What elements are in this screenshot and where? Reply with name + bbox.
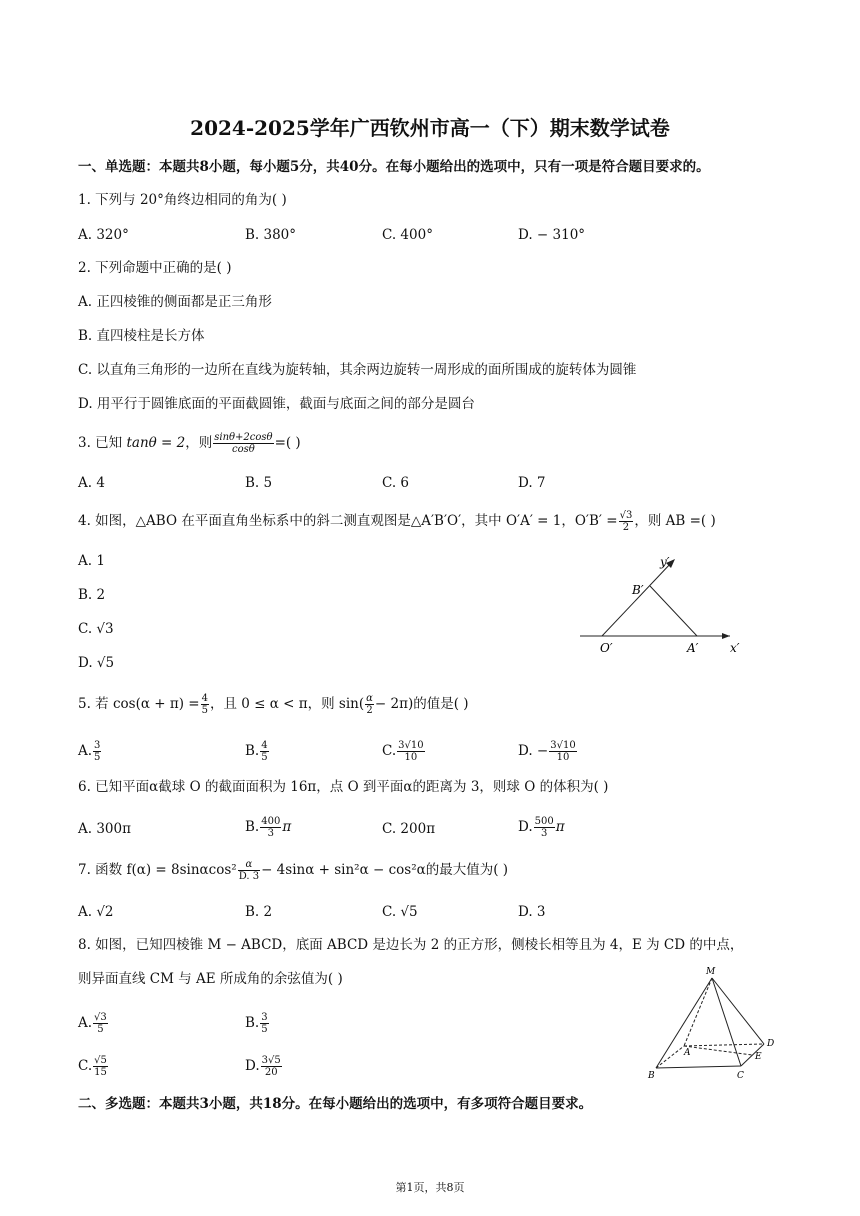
q8-label-b: B [648,1071,655,1081]
q8-d-label: D. [245,1058,260,1074]
q8-option-a [78,1012,109,1035]
q4-option-d: D. √5 [78,655,115,671]
q8-d-num: 3√5 [261,1055,281,1066]
q8-stem-line2: 则异面直线 CM 与 AE 所成角的余弦值为( ) [78,971,343,987]
q8-label-d: D [767,1039,775,1049]
q4-option-a: A. 1 [78,553,105,569]
q8-c-frac [93,1055,108,1078]
q5-option-c [382,740,426,763]
q6-option-c: C. 200π [382,821,436,837]
q5-frac-1-den: 5 [201,705,208,716]
q7-frac-num: α [238,859,260,871]
q8-a-label: A. [78,1015,93,1031]
q6-d-den: 3 [541,828,548,839]
q3-fraction [213,432,273,455]
q7-option-d: D. 3 [518,904,546,920]
q6-b-den: 3 [267,828,274,839]
q2-stem: 2. 下列命题中正确的是( ) [78,260,232,276]
q7-s2: − 4sinα + sin²α − cos²α的最大值为( ) [261,862,509,878]
q8-stem-line1: 8. 如图，已知四棱锥 M − ABCD，底面 ABCD 是边长为 2 的正方形，侧棱长相等且为 4，E 为 CD 的中点， [78,937,744,953]
q5-d-frac [549,740,576,763]
q4-stem-b: ，则 AB =( ) [634,513,716,529]
q4-oblique-figure [580,548,780,663]
q5-s3: − 2π)的值是( ) [374,696,469,712]
q8-option-c [78,1055,109,1078]
q4-segment-ba [650,586,697,636]
page-footer: 第1页，共8页 [395,1181,465,1194]
q5-option-b [245,740,270,763]
q8-c-den: 15 [94,1067,107,1078]
q8-pyramid-figure [646,962,786,1082]
q5-option-a [78,740,102,763]
q7-option-a: A. √2 [78,904,114,920]
q3-prefix: 3. 已知 [78,435,127,451]
q6-option-b [245,816,291,839]
q3-mid: ，则 [185,435,213,451]
q2-option-b: B. 直四棱柱是长方体 [78,328,205,344]
q8-a-frac [93,1012,108,1035]
q5-frac-1-num: 4 [201,693,208,704]
q8-edge-ad [684,1044,764,1046]
q4-label-x: x′ [730,641,740,655]
q4-fraction-den: 2 [622,522,630,533]
q5-frac-1 [201,693,209,716]
q5-frac-2 [365,693,374,716]
q8-option-d [245,1055,283,1078]
q8-c-label: C. [78,1058,93,1074]
q8-edge-md [712,978,764,1044]
q8-label-e: E [755,1052,762,1062]
q8-label-c: C [737,1071,744,1081]
q4-option-b: B. 2 [78,587,106,603]
q8-segment-ae [684,1046,752,1055]
q6-d-pi: π [555,819,565,835]
q5-stem [78,693,469,716]
q7-option-c: C. √5 [382,904,418,920]
q3-option-a: A. 4 [78,475,105,491]
q8-edge-bc [656,1066,741,1068]
q5-s1: 5. 若 cos(α + π) = [78,696,200,712]
q1-option-c: C. 400° [382,227,433,243]
q5-b-num: 4 [261,740,268,751]
q2-option-c: C. 以直角三角形的一边所在直线为旋转轴，其余两边旋转一周形成的面所围成的旋转体为圆锥 [78,362,637,378]
q8-edge-ba [656,1046,684,1068]
q4-label-o: O′ [600,641,613,655]
q4-y-axis [602,562,672,636]
q6-b-label: B. [245,819,260,835]
q5-a-den: 5 [94,752,101,763]
q5-d-label: D. − [518,743,549,759]
q5-frac-2-den: 2 [366,705,373,716]
q3-suffix: =( ) [274,435,301,451]
q7-stem [78,859,508,882]
q4-x-arrow [722,633,730,639]
q5-s2: ，且 0 ≤ α < π，则 sin( [209,696,365,712]
q3-stem [78,432,301,455]
q3-fraction-num: sinθ+2cosθ [214,432,273,443]
q7-frac [238,859,260,882]
q4-fraction-num: √3 [619,510,633,521]
q4-label-a: A′ [687,641,699,655]
q3-option-b: B. 5 [245,475,273,491]
q8-label-m: M [706,967,716,977]
q3-option-c: C. 6 [382,475,410,491]
q5-b-frac [260,740,268,763]
q7-s1: 7. 函数 f(α) = 8sinαcos² [78,862,237,878]
q8-edge-mc [712,978,741,1066]
q3-fraction-den: cosθ [232,444,255,455]
q5-c-den: 10 [404,752,418,763]
q3-option-d: D. 7 [518,475,546,491]
q3-condition: tanθ = 2 [126,435,186,451]
q5-d-den: 10 [556,752,570,763]
q4-label-y: y′ [660,555,670,569]
q1-option-d: D. − 310° [518,227,586,243]
q2-option-a: A. 正四棱锥的侧面都是正三角形 [78,294,272,310]
q5-a-label: A. [78,743,93,759]
q2-option-d: D. 用平行于圆锥底面的平面截圆锥，截面与底面之间的部分是圆台 [78,396,475,412]
q4-stem-a: 4. 如图，△ABO 在平面直角坐标系中的斜二测直观图是△A′B′O′，其中 O′A′ = 1，O′B′ = [78,513,618,529]
q5-a-num: 3 [94,740,101,751]
q6-stem: 6. 已知平面α截球 O 的截面面积为 16π，点 O 到平面α的距离为 3，则球 O 的体积为( ) [78,779,609,795]
q4-label-b: B′ [632,583,644,597]
q6-d-num: 500 [534,816,554,827]
q8-d-frac [261,1055,282,1078]
q4-option-c: C. √3 [78,621,114,637]
q1-option-a: A. 320° [78,227,129,243]
q5-a-frac [93,740,101,763]
q5-c-frac [397,740,424,763]
q6-b-num: 400 [261,816,281,827]
q6-d-frac [534,816,555,839]
q8-label-a: A [684,1048,691,1058]
q7-frac-den: D. 3 [238,871,260,882]
q8-c-num: √5 [94,1055,107,1066]
q5-b-label: B. [245,743,260,759]
section-2-heading: 二、多选题：本题共3小题，共18分。在每小题给出的选项中，有多项符合题目要求。 [78,1096,593,1112]
q8-edge-ma [684,978,712,1046]
q5-c-label: C. [382,743,397,759]
q1-stem: 1. 下列与 20°角终边相同的角为( ) [78,192,287,208]
q6-b-pi: π [282,819,292,835]
q8-a-den: 5 [97,1024,104,1035]
q1-option-b: B. 380° [245,227,297,243]
exam-title: 2024-2025学年广西钦州市高一（下）期末数学试卷 [190,116,670,140]
q5-b-den: 5 [261,752,268,763]
q5-d-num: 3√10 [550,740,576,751]
q6-option-a: A. 300π [78,821,131,837]
q8-b-num: 3 [261,1012,268,1023]
q4-stem [78,510,716,533]
q8-option-b [245,1012,270,1035]
q8-b-label: B. [245,1015,260,1031]
q7-option-b: B. 2 [245,904,273,920]
q8-b-frac [260,1012,268,1035]
q8-a-num: √3 [94,1012,107,1023]
q5-frac-2-num: α [366,693,373,704]
section-1-heading: 一、单选题：本题共8小题，每小题5分，共40分。在每小题给出的选项中，只有一项是符合题目要求的。 [78,159,710,175]
q5-c-num: 3√10 [398,740,424,751]
q8-d-den: 20 [264,1067,278,1078]
q4-fraction [619,510,634,533]
q6-option-d [518,816,565,839]
q6-d-label: D. [518,819,533,835]
q5-option-d [518,740,578,763]
q8-b-den: 5 [261,1024,268,1035]
q6-b-frac [260,816,281,839]
